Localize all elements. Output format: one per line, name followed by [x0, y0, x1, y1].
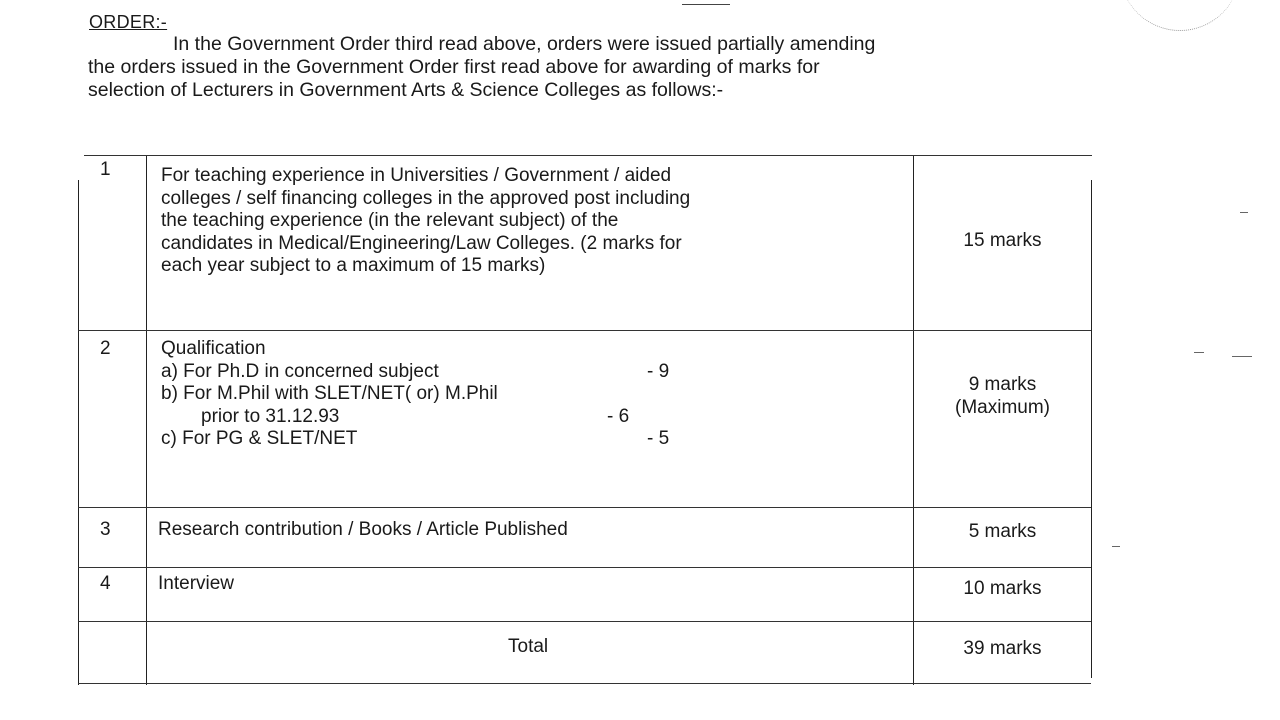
qualification-text: a) For Ph.D in concerned subject [161, 360, 439, 382]
faint-stamp-mark [1120, 0, 1240, 31]
row-marks [914, 374, 1091, 419]
row-description [161, 338, 903, 451]
intro-line: In the Government Order third read above, orders were issued partially amending [173, 33, 876, 55]
row-marks: 15 marks [963, 230, 1042, 251]
table-border-top [84, 155, 1092, 156]
scan-noise [1112, 546, 1120, 547]
marks-value: 9 marks [968, 374, 1037, 395]
scan-noise [1240, 212, 1248, 213]
qualification-text: c) For PG & SLET/NET [161, 428, 358, 449]
description-line: candidates in Medical/Engineering/Law Colleges. (2 marks for [161, 232, 682, 254]
scan-noise [1232, 356, 1252, 357]
row-marks: 10 marks [963, 578, 1042, 599]
table-row-divider [78, 507, 1091, 508]
qualification-points: - 5 [647, 428, 670, 449]
table-row-divider [78, 567, 1091, 568]
qualification-title: Qualification [161, 338, 266, 359]
row-number: 1 [100, 159, 111, 180]
description-line: each year subject to a maximum of 15 marks) [161, 255, 546, 276]
row-marks: 5 marks [968, 521, 1037, 542]
row-description [161, 165, 903, 278]
qualification-item [161, 428, 903, 451]
total-marks: 39 marks [963, 638, 1042, 659]
table-column-divider [146, 155, 147, 685]
row-number: 3 [100, 519, 111, 540]
row-description: Research contribution / Books / Article Published [158, 519, 568, 540]
qualification-item [161, 383, 903, 406]
description-line: For teaching experience in Universities / Government / aided [161, 165, 672, 186]
qualification-points: - 6 [607, 405, 630, 427]
intro-paragraph [88, 33, 1108, 102]
top-rule-fragment [682, 4, 730, 5]
row-number: 2 [100, 338, 111, 359]
qualification-item [161, 361, 903, 384]
table-row-divider [78, 330, 1091, 331]
marks-table [78, 155, 1093, 685]
description-line: colleges / self financing colleges in the approved post including [161, 187, 691, 209]
qualification-text: b) For M.Phil with SLET/NET( or) M.Phil [161, 383, 498, 404]
qualification-points: - 9 [647, 360, 670, 382]
scan-noise [1194, 352, 1204, 353]
marks-note: (Maximum) [955, 396, 1050, 418]
qualification-item [161, 406, 903, 429]
table-border-left [78, 180, 79, 685]
total-label: Total [508, 636, 549, 657]
table-border-right [1091, 180, 1092, 678]
row-number: 4 [100, 573, 111, 594]
table-border-bottom [78, 683, 1091, 684]
intro-line: the orders issued in the Government Order first read above for awarding of marks for [88, 56, 820, 78]
order-heading: ORDER:- [89, 12, 168, 32]
qualification-text: prior to 31.12.93 [201, 405, 340, 427]
table-row-divider [78, 621, 1091, 622]
intro-line: selection of Lecturers in Government Arts & Science Colleges as follows:- [88, 79, 724, 101]
description-line: the teaching experience (in the relevant subject) of the [161, 210, 619, 231]
row-description: Interview [158, 573, 235, 594]
